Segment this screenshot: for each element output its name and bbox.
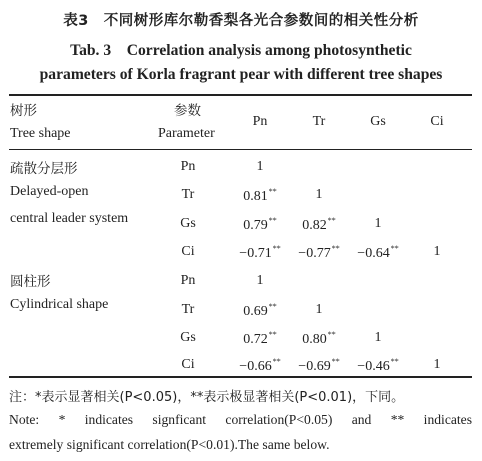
table-caption-en-line2: parameters of Korla fragrant pear with different tree shapes xyxy=(39,66,443,83)
header-col-gs: Gs xyxy=(370,114,386,129)
row-param: Pn xyxy=(180,273,196,288)
group-name-cn: 疏散分层形 xyxy=(10,161,78,177)
cell-value xyxy=(232,187,288,205)
cell-value xyxy=(291,330,347,348)
cell-value xyxy=(350,357,406,375)
cell-value xyxy=(409,357,465,373)
cell-value xyxy=(350,244,406,262)
cell-value xyxy=(350,330,406,346)
note-en-line2: extremely significant correlation(P<0.01).The same below. xyxy=(9,437,330,452)
row-param: Gs xyxy=(180,216,196,231)
cell-number: 1 xyxy=(315,187,323,202)
cell-number: −0.64 xyxy=(357,246,390,261)
row-param: Tr xyxy=(181,187,195,202)
cell-value xyxy=(291,302,347,318)
cell-number: −0.46 xyxy=(357,359,390,374)
row-param: Tr xyxy=(181,302,195,317)
cell-number: 0.72 xyxy=(243,332,268,347)
cell-value xyxy=(291,244,347,262)
row-param: Gs xyxy=(180,330,196,345)
cell-number: 1 xyxy=(433,357,441,372)
cell-value xyxy=(291,187,347,203)
row-param: Pn xyxy=(180,159,196,174)
cell-number: −0.77 xyxy=(298,246,331,261)
group-name-en: Delayed-open xyxy=(10,184,89,199)
cell-number: −0.71 xyxy=(239,246,272,261)
header-tree-shape-en: Tree shape xyxy=(10,126,71,141)
cell-value xyxy=(232,273,288,289)
header-col-pn: Pn xyxy=(252,114,268,129)
significance-mark: ** xyxy=(390,357,399,366)
cell-value xyxy=(232,244,288,262)
group-name-en: Cylindrical shape xyxy=(10,297,109,312)
cell-value xyxy=(232,216,288,234)
significance-mark: ** xyxy=(390,244,399,253)
cell-number: 1 xyxy=(256,273,264,288)
cell-value xyxy=(232,330,288,348)
header-tree-shape-cn: 树形 xyxy=(10,103,37,119)
cell-number: 1 xyxy=(374,216,382,231)
cell-value xyxy=(232,302,288,320)
significance-mark: ** xyxy=(272,244,281,253)
cell-number: 0.80 xyxy=(302,332,327,347)
cell-value xyxy=(232,357,288,375)
significance-mark: ** xyxy=(331,244,340,253)
significance-mark: ** xyxy=(272,357,281,366)
cell-value xyxy=(291,216,347,234)
significance-mark: ** xyxy=(268,216,277,225)
header-col-ci: Ci xyxy=(430,114,444,129)
significance-mark: ** xyxy=(327,330,336,339)
top-rule xyxy=(9,94,472,96)
significance-mark: ** xyxy=(268,302,277,311)
cell-value xyxy=(232,159,288,175)
table-caption-en-line1: Tab. 3 Correlation analysis among photosynthetic xyxy=(70,42,412,59)
cell-number: 1 xyxy=(315,302,323,317)
cell-number: −0.66 xyxy=(239,359,272,374)
significance-mark: ** xyxy=(268,330,277,339)
row-param: Ci xyxy=(181,244,195,259)
cell-number: 1 xyxy=(374,330,382,345)
significance-mark: ** xyxy=(268,187,277,196)
note-en-line1: Note: * indicates signficant correlation(P<0.05) and ** indicates xyxy=(9,412,472,427)
header-col-tr: Tr xyxy=(312,114,326,129)
group-name-en-line2: central leader system xyxy=(10,211,129,226)
cell-value xyxy=(409,244,465,260)
note-cn: 注：*表示显著相关(P<0.05)，**表示极显著相关(P<0.01)，下同。 xyxy=(9,390,405,405)
cell-number: 1 xyxy=(256,159,264,174)
significance-mark: ** xyxy=(327,216,336,225)
header-parameter-en: Parameter xyxy=(158,126,215,141)
cell-number: −0.69 xyxy=(298,359,331,374)
group-name-cn: 圆柱形 xyxy=(10,274,51,290)
header-rule xyxy=(9,149,472,150)
cell-number: 0.79 xyxy=(243,218,268,233)
cell-number: 1 xyxy=(433,244,441,259)
cell-number: 0.82 xyxy=(302,218,327,233)
header-parameter-cn: 参数 xyxy=(174,103,201,119)
cell-number: 0.81 xyxy=(243,189,268,204)
row-param: Ci xyxy=(181,357,195,372)
bottom-rule xyxy=(9,376,472,378)
significance-mark: ** xyxy=(331,357,340,366)
cell-value xyxy=(350,216,406,232)
cell-value xyxy=(291,357,347,375)
table-caption-cn: 表3 不同树形库尔勒香梨各光合参数间的相关性分析 xyxy=(63,13,419,29)
cell-number: 0.69 xyxy=(243,304,268,319)
